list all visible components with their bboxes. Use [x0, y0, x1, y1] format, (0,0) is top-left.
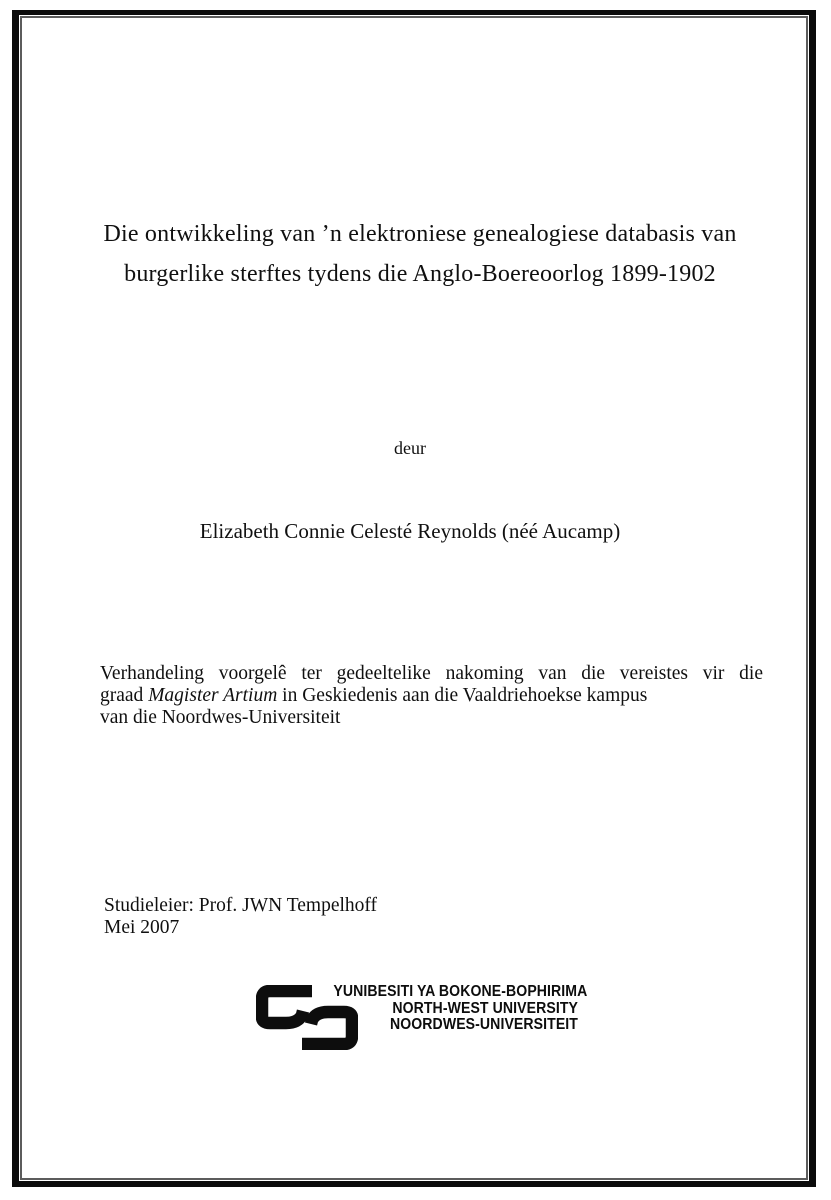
thesis-title-line-2: burgerlike sterftes tydens die Anglo-Boereoorlog 1899-1902: [124, 261, 716, 287]
logo-text-line-1: YUNIBESITI YA BOKONE-BOPHIRIMA: [333, 983, 588, 1000]
date-line: Mei 2007: [104, 917, 180, 938]
supervisor-line: Studieleier: Prof. JWN Tempelhoff: [104, 895, 378, 916]
statement-line-2-post: in Geskiedenis aan die Vaaldriehoekse kampus: [277, 684, 648, 706]
nwu-logo-wordmark: [333, 983, 588, 1034]
statement-line-3: van die Noordwes-Universiteit: [100, 706, 341, 728]
logo-text-line-3: NOORDWES-UNIVERSITEIT: [389, 1016, 578, 1033]
supervisor-block: [104, 895, 377, 939]
logo-text-line-2: NORTH-WEST UNIVERSITY: [392, 999, 578, 1017]
thesis-statement: [100, 663, 763, 728]
thesis-title: [40, 214, 800, 294]
author-name: Elizabeth Connie Celesté Reynolds (néé Aucamp): [199, 519, 621, 543]
byline-deur: deur: [394, 438, 426, 458]
statement-line-2-pre: graad: [100, 684, 149, 706]
statement-degree-name: Magister Artium: [148, 684, 278, 706]
thesis-title-line-1: Die ontwikkeling van ’n elektroniese genealogiese databasis van: [103, 221, 737, 247]
statement-line-1: Verhandeling voorgelê ter gedeeltelike nakoming van die vereistes vir die: [100, 663, 763, 684]
statement-line-2: [100, 685, 763, 707]
